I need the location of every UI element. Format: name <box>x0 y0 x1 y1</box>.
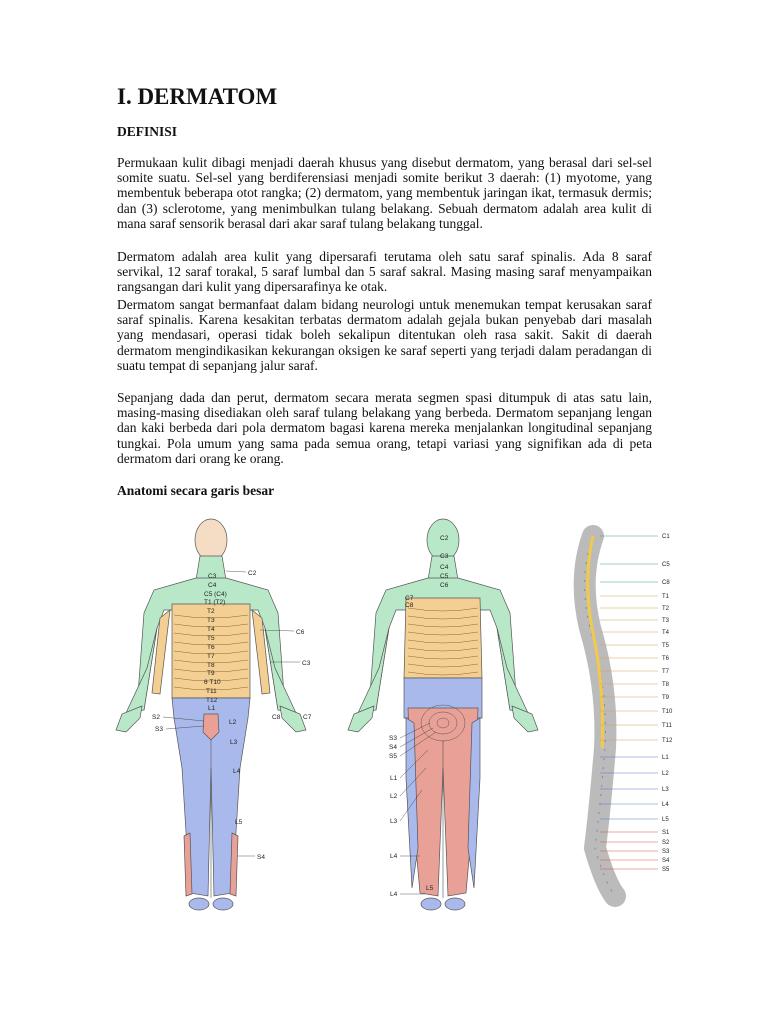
back-label-c2: C2 <box>440 535 449 542</box>
spine-label-t4: T4 <box>662 630 670 636</box>
back-label-l4-foot: L4 <box>390 891 398 898</box>
front-label-c2: C2 <box>248 570 257 577</box>
front-label-t7: T7 <box>207 653 215 660</box>
spine-label-t7: T7 <box>662 669 670 675</box>
spine-label-l4: L4 <box>662 802 669 808</box>
spine-label-t8: T8 <box>662 682 670 688</box>
front-label-s2: S2 <box>152 714 160 721</box>
paragraph-4: Sepanjang dada dan perut, dermatom secara merata segmen spasi ditumpuk di atas satu lain, masing-masing disediakan oleh saraf tulang belakang yang berbeda. Dermatom sepanjang lengan dan kaki berbeda dari pola dermatom bagasi karena mereka menjalankan longitudinal sepanjang tungkai. Pola umum yang sama pada semua orang, tetapi variasi yang signifikan ada di peta dermatom dari orang ke orang. <box>117 390 652 466</box>
back-thoracic-region <box>404 598 482 678</box>
spine-label-t1: T1 <box>662 594 670 600</box>
spine-label-s5: S5 <box>662 867 670 873</box>
spine-label-c8: C8 <box>662 580 670 586</box>
spine-label-c1: C1 <box>662 534 670 540</box>
front-label-c4: C4 <box>208 582 217 589</box>
section-heading-definisi: DEFINISI <box>117 124 178 139</box>
front-label-t2: T2 <box>207 608 215 615</box>
front-label-t9: T9 <box>207 670 215 677</box>
spine-label-t11: T11 <box>662 723 672 729</box>
spine-label-t9: T9 <box>662 695 670 701</box>
spine-label-s4: S4 <box>662 858 670 864</box>
back-label-c4: C4 <box>440 564 449 571</box>
spine-label-t5: T5 <box>662 643 670 649</box>
front-label-s3: S3 <box>155 726 163 733</box>
spinal-nerve-labels <box>662 534 673 873</box>
front-right-foot <box>213 898 233 910</box>
front-label-t12: T12 <box>206 697 218 704</box>
spine-label-s1: S1 <box>662 830 670 836</box>
spine-label-s3: S3 <box>662 849 670 855</box>
front-label-t11: T11 <box>206 688 217 695</box>
paragraph-1: Permukaan kulit dibagi menjadi daerah khusus yang disebut dermatom, yang berasal dari sel-sel somite suatu. Sel-sel yang berdiferensiasi menjadi somite berikut 3 daerah: (1) myotome, yang membentuk beberapa otot rangka; (2) dermatom, yang membentuk jaringan ikat, termasuk dermis; dan (3) sclerotome, yang menimbulkan tulang belakang. Sebuah dermatom adalah area kulit di mana saraf sensorik berasal dari akar saraf tulang belakang tunggal. <box>117 155 652 231</box>
back-label-s4: S4 <box>389 744 397 751</box>
back-label-l5: L5 <box>426 885 434 892</box>
spine-label-l5: L5 <box>662 817 669 823</box>
spine-label-t2: T2 <box>662 606 670 612</box>
front-label-t10: θ T10 <box>204 679 221 686</box>
spine-label-l1: L1 <box>662 755 669 761</box>
spine-label-s2: S2 <box>662 840 670 846</box>
front-label-t1t2: T1 (T2) <box>204 599 226 606</box>
front-label-c3-arm: C3 <box>302 660 311 667</box>
front-label-s4: S4 <box>257 854 265 861</box>
front-label-t8: T8 <box>207 662 215 669</box>
back-label-l1: L1 <box>390 775 398 782</box>
front-label-l1: L1 <box>208 705 216 712</box>
back-label-c7: C7 <box>405 595 414 602</box>
back-label-c8: C8 <box>405 602 414 609</box>
spine-label-c5: C5 <box>662 562 670 568</box>
front-label-t5: T5 <box>207 635 215 642</box>
spine-label-t12: T12 <box>662 738 673 744</box>
back-left-foot <box>421 898 441 910</box>
dermatome-figure <box>100 518 700 918</box>
spine-label-l3: L3 <box>662 787 669 793</box>
dermatome-illustration <box>100 518 700 918</box>
front-label-c6: C6 <box>296 629 305 636</box>
spine-figure <box>585 534 673 896</box>
spine-label-t10: T10 <box>662 709 673 715</box>
spine-label-l2: L2 <box>662 771 669 777</box>
back-label-l3: L3 <box>390 818 398 825</box>
back-label-c6: C6 <box>440 582 449 589</box>
front-label-c3: C3 <box>208 573 217 580</box>
paragraph-2: Dermatom adalah area kulit yang dipersarafi terutama oleh satu saraf spinalis. Ada 8 saraf servikal, 12 saraf torakal, 5 saraf lumbal dan 5 saraf sakral. Masing masing saraf menyampaikan rangsangan dari kulit yang dipersarafinya ke otak. <box>117 249 652 295</box>
back-right-foot <box>445 898 465 910</box>
front-label-t3: T3 <box>207 617 215 624</box>
back-label-l4: L4 <box>390 853 398 860</box>
back-label-l2: L2 <box>390 793 398 800</box>
front-label-c5c4: C5 (C4) <box>204 591 227 598</box>
front-label-c8: C8 <box>272 714 281 721</box>
front-label-l5: L5 <box>235 819 243 826</box>
figure-heading: Anatomi secara garis besar <box>117 483 275 498</box>
spine-label-t6: T6 <box>662 656 670 662</box>
back-label-s3: S3 <box>389 735 397 742</box>
back-label-c5: C5 <box>440 573 449 580</box>
document-title: I. DERMATOM <box>117 84 278 109</box>
paragraph-3: Dermatom sangat bermanfaat dalam bidang neurologi untuk menemukan tempat kerusakan saraf saraf spinalis. Karena kesakitan terbatas dermatom adalah gejala bukan penyebab dari masalah yang mendasari, operasi tidak boleh sekalipun ditentukan oleh rasa sakit. Sakit di daerah dermatom mengindikasikan kekurangan oksigen ke saraf seperti yang terjadi dalam peradangan di suatu tempat di sepanjang jalur saraf. <box>117 297 652 373</box>
back-label-c3: C3 <box>440 553 449 560</box>
spine-label-t3: T3 <box>662 618 670 624</box>
front-label-t4: T4 <box>207 626 215 633</box>
front-label-l4: L4 <box>233 768 241 775</box>
front-head <box>195 519 227 561</box>
front-label-l3: L3 <box>230 739 238 746</box>
back-label-s5: S5 <box>389 753 397 760</box>
front-left-foot <box>189 898 209 910</box>
front-label-l2: L2 <box>229 719 237 726</box>
front-label-c7: C7 <box>303 714 312 721</box>
front-label-t6: T6 <box>207 644 215 651</box>
